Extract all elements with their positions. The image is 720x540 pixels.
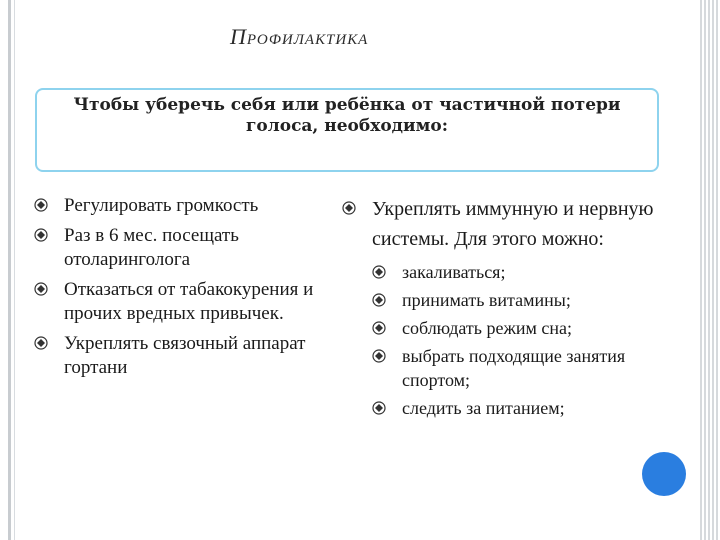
left-list [64, 194, 334, 386]
right-frame-stripes [700, 0, 720, 540]
right-list [372, 194, 672, 424]
bullet-icon [372, 265, 386, 279]
list-item: Укреплять связочный аппарат гортани [64, 332, 334, 380]
slide-title: Профилактика [230, 24, 369, 49]
sub-list-item: закаливаться; [372, 260, 672, 284]
list-item: Укреплять иммунную и нервную системы. Для этого можно: [372, 194, 672, 254]
list-item: Отказаться от табакокурения и прочих вредных привычек. [64, 278, 334, 326]
sub-list-item: следить за питанием; [372, 396, 672, 420]
bullet-icon [34, 336, 48, 350]
callout-box [35, 88, 659, 172]
bullet-icon [34, 198, 48, 212]
sub-list-item: соблюдать режим сна; [372, 316, 672, 340]
list-item: Регулировать громкость [64, 194, 334, 218]
bullet-icon [342, 201, 356, 215]
sub-list-item: принимать витамины; [372, 288, 672, 312]
left-frame-line [8, 0, 11, 540]
bullet-icon [34, 228, 48, 242]
bullet-icon [34, 282, 48, 296]
callout-text: Чтобы уберечь себя или ребёнка от частичной потери голоса, необходимо: [73, 95, 621, 136]
bullet-icon [372, 293, 386, 307]
list-item: Раз в 6 мес. посещать отоларинголога [64, 224, 334, 272]
bullet-icon [372, 349, 386, 363]
bullet-icon [372, 401, 386, 415]
bullet-icon [372, 321, 386, 335]
left-frame-line-thin [14, 0, 15, 540]
decorative-circle [642, 452, 686, 496]
sub-list-item: выбрать подходящие занятия спортом; [372, 344, 672, 392]
sub-list [372, 260, 672, 420]
